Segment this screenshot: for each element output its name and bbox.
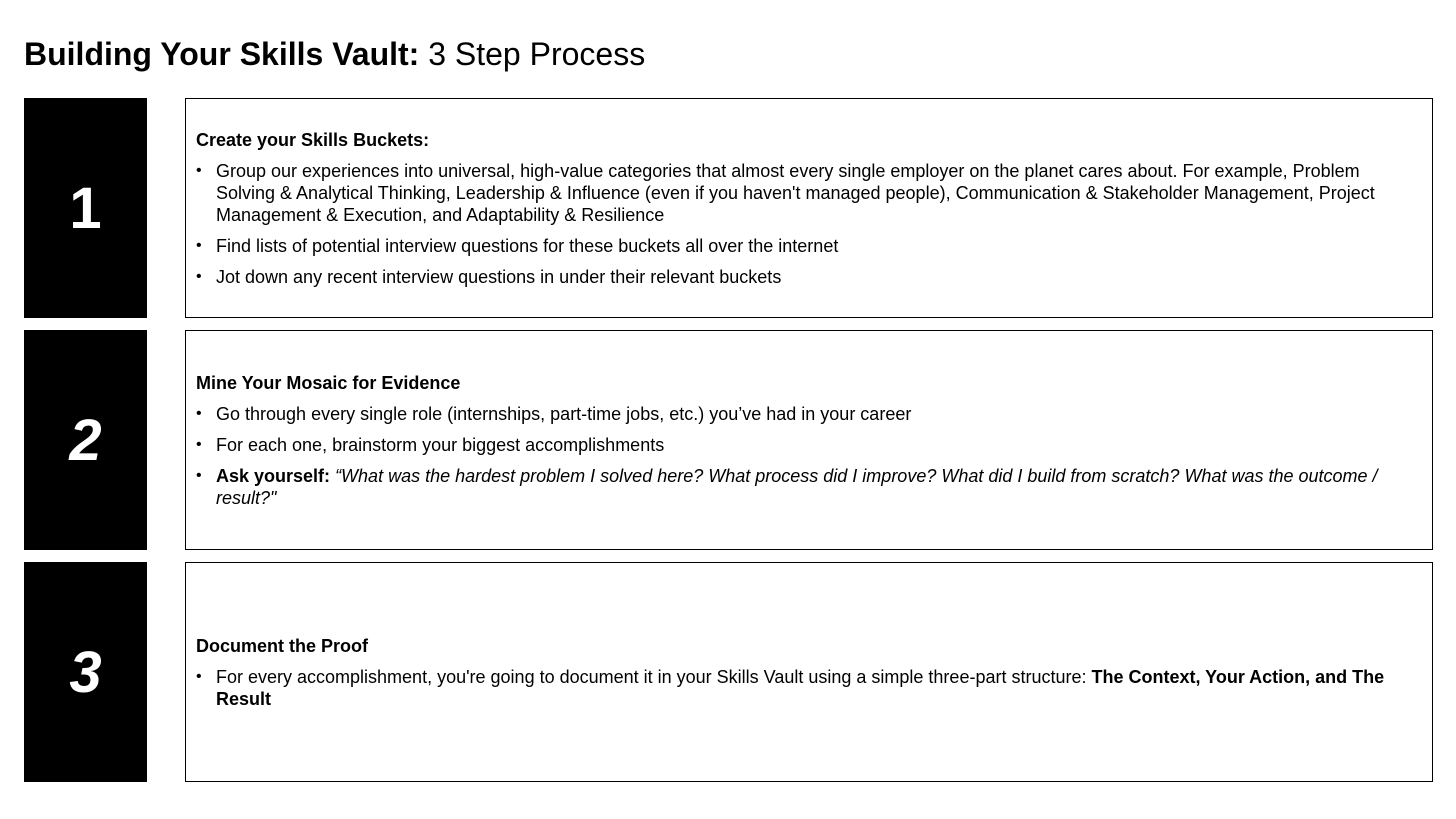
page-title-regular: 3 Step Process <box>428 36 646 72</box>
step-3-box <box>185 562 1433 782</box>
step-2-heading: Mine Your Mosaic for Evidence <box>196 372 461 393</box>
step-2 <box>24 330 1433 550</box>
list-item: • For each one, brainstorm your biggest accomplishments <box>196 434 1414 456</box>
page-title <box>24 34 645 74</box>
step-1 <box>24 98 1433 318</box>
step-3-bullet-text: For every accomplishment, you're going to document it in your Skills Vault using a simple three-part structure: <box>216 666 1092 687</box>
list-item: • Jot down any recent interview questions in under their relevant buckets <box>196 266 1414 288</box>
list-item: • Find lists of potential interview questions for these buckets all over the internet <box>196 235 1414 257</box>
step-2-box <box>185 330 1433 550</box>
step-3-bullet-bold: The Context, Your Action, and The Result <box>216 666 1385 709</box>
step-1-box <box>185 98 1433 318</box>
step-3-number: 3 <box>24 562 147 782</box>
ask-yourself-questions: “What was the hardest problem I solved here? What process did I improve? What did I build from scratch? What was the outcome / result?" <box>216 465 1378 508</box>
ask-yourself-label: Ask yourself: <box>216 465 331 486</box>
list-item <box>196 666 1414 710</box>
step-1-heading: Create your Skills Buckets: <box>196 129 430 150</box>
list-item: • Go through every single role (internships, part-time jobs, etc.) you’ve had in your career <box>196 403 1414 425</box>
list-item-ask-yourself <box>196 465 1414 509</box>
step-2-bullets <box>196 403 1414 509</box>
step-1-number: 1 <box>24 98 147 318</box>
list-item: • Group our experiences into universal, high-value categories that almost every single employer on the planet cares about. For example, Problem Solving & Analytical Thinking, Leadership & Influence (even if you haven't managed people), Communication & Stakeholder Management, Project Management & Execution, and Adaptability & Resilience <box>196 160 1414 226</box>
step-3-heading: Document the Proof <box>196 635 369 656</box>
step-3-bullets <box>196 666 1414 710</box>
step-3 <box>24 562 1433 782</box>
step-1-bullets <box>196 160 1414 288</box>
page-title-bold: Building Your Skills Vault: <box>24 36 420 72</box>
step-2-number: 2 <box>24 330 147 550</box>
